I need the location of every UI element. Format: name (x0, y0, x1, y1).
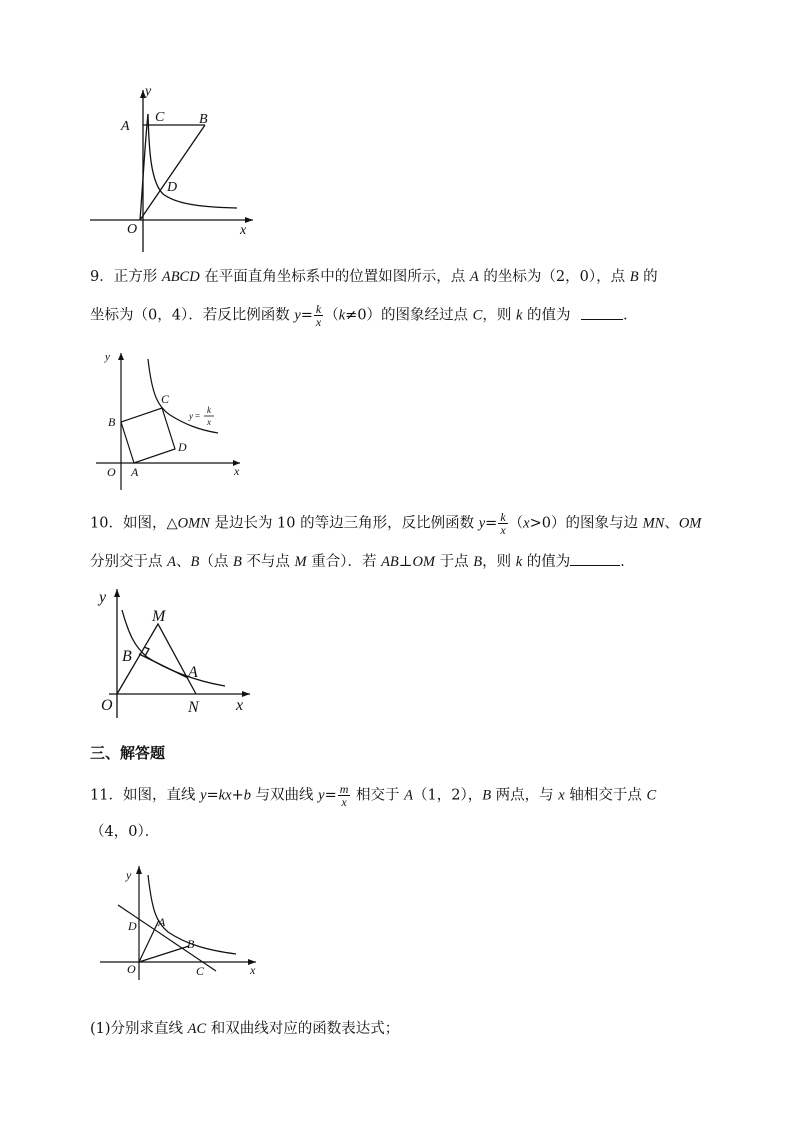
q11-point-a: A (404, 787, 413, 804)
q9-text: ≠0）的图象经过点 (345, 307, 473, 324)
q10-text: （ (508, 515, 524, 532)
hyperbola-curve (122, 610, 225, 686)
q9-var-y: y (294, 307, 301, 324)
q11-line-1 (90, 783, 656, 808)
q9-text: 坐标为（0，4）．若反比例函数 (90, 307, 295, 324)
q10-text: 是边长为 10 的等边三角形，反比例函数 (209, 515, 479, 532)
label-o: O (101, 697, 113, 714)
q9-text: 的值为 (522, 307, 571, 324)
label-x: x (240, 223, 247, 238)
label-x: x (234, 464, 240, 478)
q10-var-y: y (478, 515, 486, 532)
q11-var-x: x (558, 787, 565, 804)
q10-point-a: A (167, 554, 176, 570)
q10-text: （点 (199, 554, 233, 570)
label-y: y (99, 589, 107, 606)
q9-point-b: B (629, 269, 639, 285)
q10-text: 的值为 (522, 554, 571, 570)
q9-point-c: C (472, 307, 483, 324)
figure-4 (96, 860, 268, 982)
q11-text: 和双曲线对应的函数表达式； (206, 1021, 400, 1037)
section-heading: 三、解答题 (90, 744, 166, 762)
q10-var-x: x (523, 515, 530, 532)
q11-text: 相交于 (351, 787, 405, 804)
q10-answer-blank[interactable] (570, 565, 620, 566)
segment-ob (139, 946, 189, 962)
label-b: B (199, 112, 208, 127)
q11-var-y: y (200, 787, 207, 804)
q11-term-kx: kx (218, 787, 232, 804)
label-y: y (126, 868, 132, 882)
label-n: N (188, 699, 199, 716)
q9-line-1 (90, 266, 658, 288)
q10-text: >0）的图象与边 (529, 515, 643, 532)
label-d: D (178, 440, 187, 454)
q10-text: ． (620, 554, 635, 570)
q10-side-mn: MN (642, 515, 665, 532)
q11-point-b: B (482, 787, 492, 804)
curve-label-y: y (189, 411, 193, 421)
q10-text: 、 (664, 515, 679, 532)
q10-point-b: B (232, 554, 242, 570)
label-a: A (131, 465, 139, 479)
q11-text: （1，2）， (413, 787, 483, 804)
q10-text: 、 (175, 554, 191, 570)
q10-fraction (498, 511, 507, 536)
q11-var-b: b (243, 787, 251, 804)
q11-text: 轴相交于点 (564, 787, 647, 804)
q10-line-1 (90, 511, 701, 536)
q10-text: ，则 (482, 554, 516, 570)
q11-text: （4，0）． (90, 824, 160, 840)
label-d: D (128, 919, 137, 933)
q10-side-om: OM (412, 554, 435, 570)
curve-label-x: x (207, 417, 211, 427)
label-y: y (145, 84, 152, 99)
curve-label-equals: = (195, 411, 201, 421)
label-o: O (127, 222, 138, 237)
label-a: A (121, 119, 130, 134)
q9-fraction (314, 303, 323, 328)
square-abcd (121, 408, 175, 463)
q10-text: 重合）．若 (306, 554, 382, 570)
label-y: y (105, 351, 110, 363)
q11-equals: = (324, 787, 337, 804)
q11-sub1 (90, 1018, 399, 1040)
label-a: A (188, 664, 198, 681)
y-axis-arrow (118, 353, 124, 360)
fraction-denominator: x (341, 795, 347, 809)
label-b: B (122, 648, 132, 665)
q10-text: 分别交于点 (90, 554, 168, 570)
x-axis-arrow (242, 691, 250, 697)
q10-segment-ab: AB (381, 554, 399, 570)
q9-text: 在平面直角坐标系中的位置如图所示，点 (199, 269, 470, 285)
q10-var-k: k (515, 554, 523, 570)
q10-point-b: B (190, 554, 200, 570)
q10-line-2 (90, 551, 635, 573)
q11-fraction (338, 783, 351, 808)
curve-label-k: k (207, 405, 211, 415)
q9-line-2 (90, 303, 638, 328)
q9-text: 的 (638, 269, 658, 285)
q9-text: （ (324, 307, 339, 324)
label-b: B (187, 937, 195, 951)
q9-equals: = (300, 307, 313, 324)
fraction-numerator: m (339, 782, 349, 796)
q10-point-m: M (294, 554, 307, 570)
q10-text: 于点 (435, 554, 474, 570)
label-o: O (127, 962, 136, 976)
fraction-denominator: x (315, 315, 322, 329)
figure-1 (85, 82, 265, 242)
segment-ob (140, 125, 205, 220)
label-c: C (155, 110, 165, 125)
q11-var-y: y (318, 787, 325, 804)
q10-triangle-name: OMN (177, 515, 210, 532)
label-c: C (161, 392, 170, 406)
q10-point-b: B (473, 554, 483, 570)
q11-text: 两点，与 (491, 787, 559, 804)
q9-point-a: A (469, 269, 479, 285)
q9-square-name: ABCD (161, 269, 200, 285)
fraction-numerator: k (500, 510, 506, 524)
hyperbola-curve (148, 114, 237, 208)
label-a: A (158, 915, 166, 929)
q11-text: 与双曲线 (250, 787, 319, 804)
label-x: x (236, 697, 244, 714)
figure-2 (90, 345, 250, 493)
q11-text: (1)分别求直线 (90, 1021, 188, 1037)
label-m: M (152, 608, 166, 625)
q9-var-k: k (515, 307, 523, 324)
label-b: B (108, 415, 116, 429)
q9-text: 的坐标为（2，0），点 (478, 269, 630, 285)
fraction-denominator: x (500, 523, 506, 537)
q9-var-k: k (338, 307, 346, 324)
fraction-numerator: k (315, 302, 322, 316)
q9-text: ，则 (482, 307, 516, 324)
label-x: x (250, 963, 256, 977)
q11-equals: = (206, 787, 219, 804)
q10-text: 不与点 (241, 554, 295, 570)
figure-3 (95, 583, 260, 718)
y-axis-arrow (136, 866, 142, 874)
q9-text: ． (623, 307, 638, 324)
q11-point-c: C (646, 787, 657, 804)
label-o: O (107, 465, 116, 479)
label-d: D (167, 180, 178, 195)
q11-line-2 (90, 821, 159, 843)
q10-equals: = (485, 515, 498, 532)
hyperbola-left-branch (140, 114, 148, 220)
q9-answer-blank[interactable] (581, 319, 623, 320)
q10-side-om: OM (678, 515, 702, 532)
q10-text: 10．如图，△ (90, 515, 178, 532)
q11-text: 11．如图，直线 (90, 787, 201, 804)
q11-line-name: AC (187, 1021, 207, 1037)
q9-text: 9．正方形 (90, 269, 162, 285)
y-axis-arrow (114, 589, 120, 597)
q10-perp-symbol: ⊥ (398, 554, 413, 570)
q11-plus: + (231, 787, 244, 804)
label-c: C (196, 964, 205, 978)
